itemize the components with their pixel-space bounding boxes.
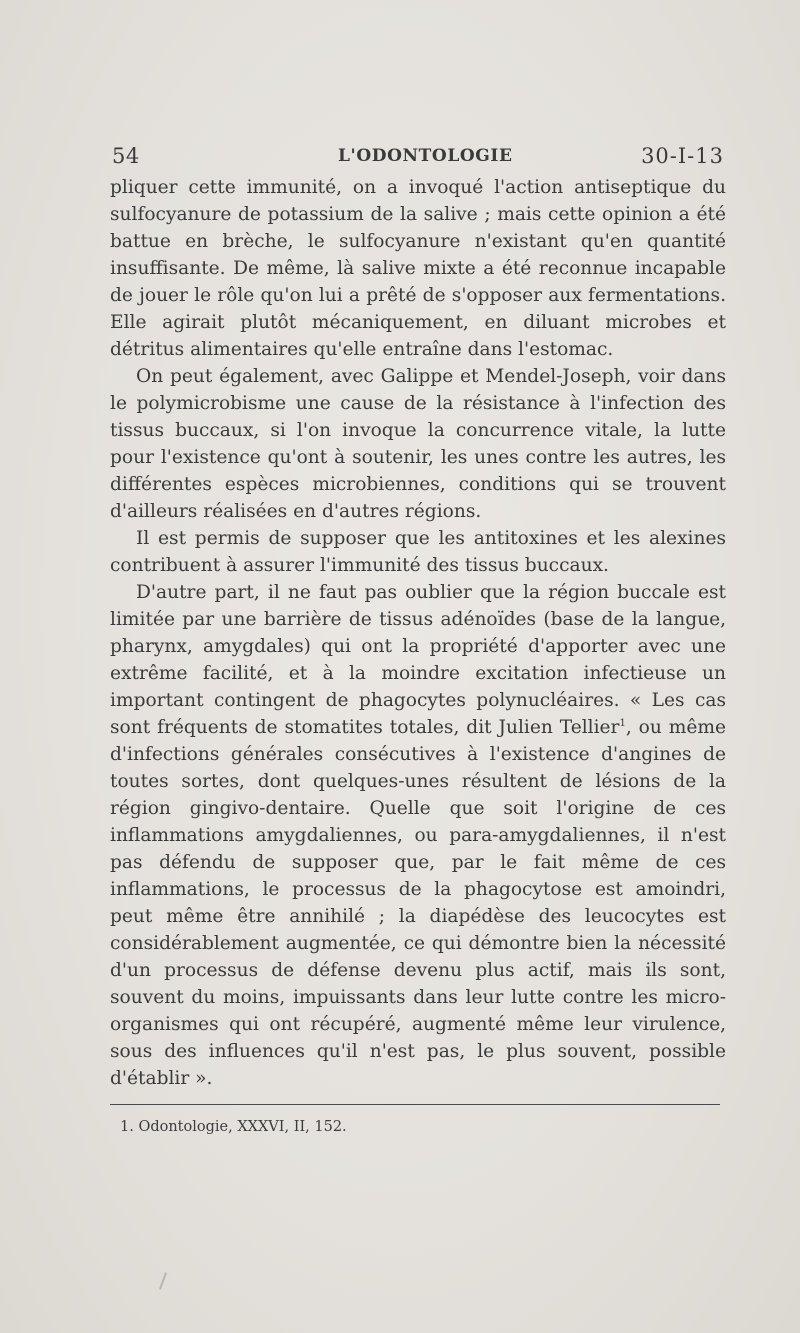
issue-date: 30-I-13 [641, 144, 724, 168]
footnote-divider [110, 1104, 720, 1105]
paragraph-4 [110, 579, 726, 1092]
body-text [110, 174, 726, 1092]
paragraph-4-text-start: D'autre part, il ne faut pas oublier que la région buccale est limitée par une barrière de tissus adénoïdes (base de la langue, pharynx, amygdales) qui ont la propriété d'apporter avec une extrême facilité, et à la moindre excitation infectieuse un important contingent de phagocytes polynucléaires. « Les cas sont fréquents de stomatites totales, dit Julien Tellier [110, 582, 726, 738]
paragraph-4-text-end: , ou même d'infections générales consécutives à l'existence d'angines de toutes sortes, dont quelques-unes résultent de lésions de la région gingivo-dentaire. Quelle que soit l'origine de ces inflammations amygdaliennes, ou para-amygdaliennes, il n'est pas défendu de supposer que, par le fait même de ces inflammations, le processus de la phagocytose est amoindri, peut même être annihilé ; la diapédèse des leucocytes est considérablement augmentée, ce qui démontre bien la nécessité d'un processus de défense devenu plus actif, mais ils sont, souvent du moins, impuissants dans leur lutte contre les micro-organismes qui ont récupéré, augmenté même leur virulence, sous des influences qu'il n'est pas, le plus souvent, possible d'établir ». [110, 717, 726, 1089]
paragraph-2: On peut également, avec Galippe et Mendel-Joseph, voir dans le polymicrobisme une cause de la résistance à l'infection des tissus buccaux, si l'on invoque la concurrence vitale, la lutte pour l'existence qu'ont à soutenir, les unes contre les autres, les différentes espèces microbiennes, conditions qui se trouvent d'ailleurs réalisées en d'autres régions. [110, 366, 726, 522]
footnote-reference: 1 [619, 717, 626, 729]
paragraph-1: pliquer cette immunité, on a invoqué l'action antiseptique du sulfocyanure de potassium de la salive ; mais cette opinion a été battue en brèche, le sulfocyanure n'existant qu'en quantité insuffisante. De même, là salive mixte a été reconnue incapable de jouer le rôle qu'on lui a prêté de s'opposer aux fermentations. Elle agirait plutôt mécaniquement, en diluant microbes et détritus alimentaires qu'elle entraîne dans l'estomac. [110, 177, 726, 360]
running-title: L'ODONTOLOGIE [338, 146, 513, 166]
running-header [110, 140, 726, 174]
page-number: 54 [112, 144, 140, 168]
paragraph-3: Il est permis de supposer que les antitoxines et les alexines contribuent à assurer l'immunité des tissus buccaux. [110, 528, 726, 576]
book-page [110, 140, 726, 1135]
paper-blemish [159, 1272, 167, 1290]
footnote: 1. Odontologie, XXXVI, II, 152. [120, 1119, 347, 1135]
